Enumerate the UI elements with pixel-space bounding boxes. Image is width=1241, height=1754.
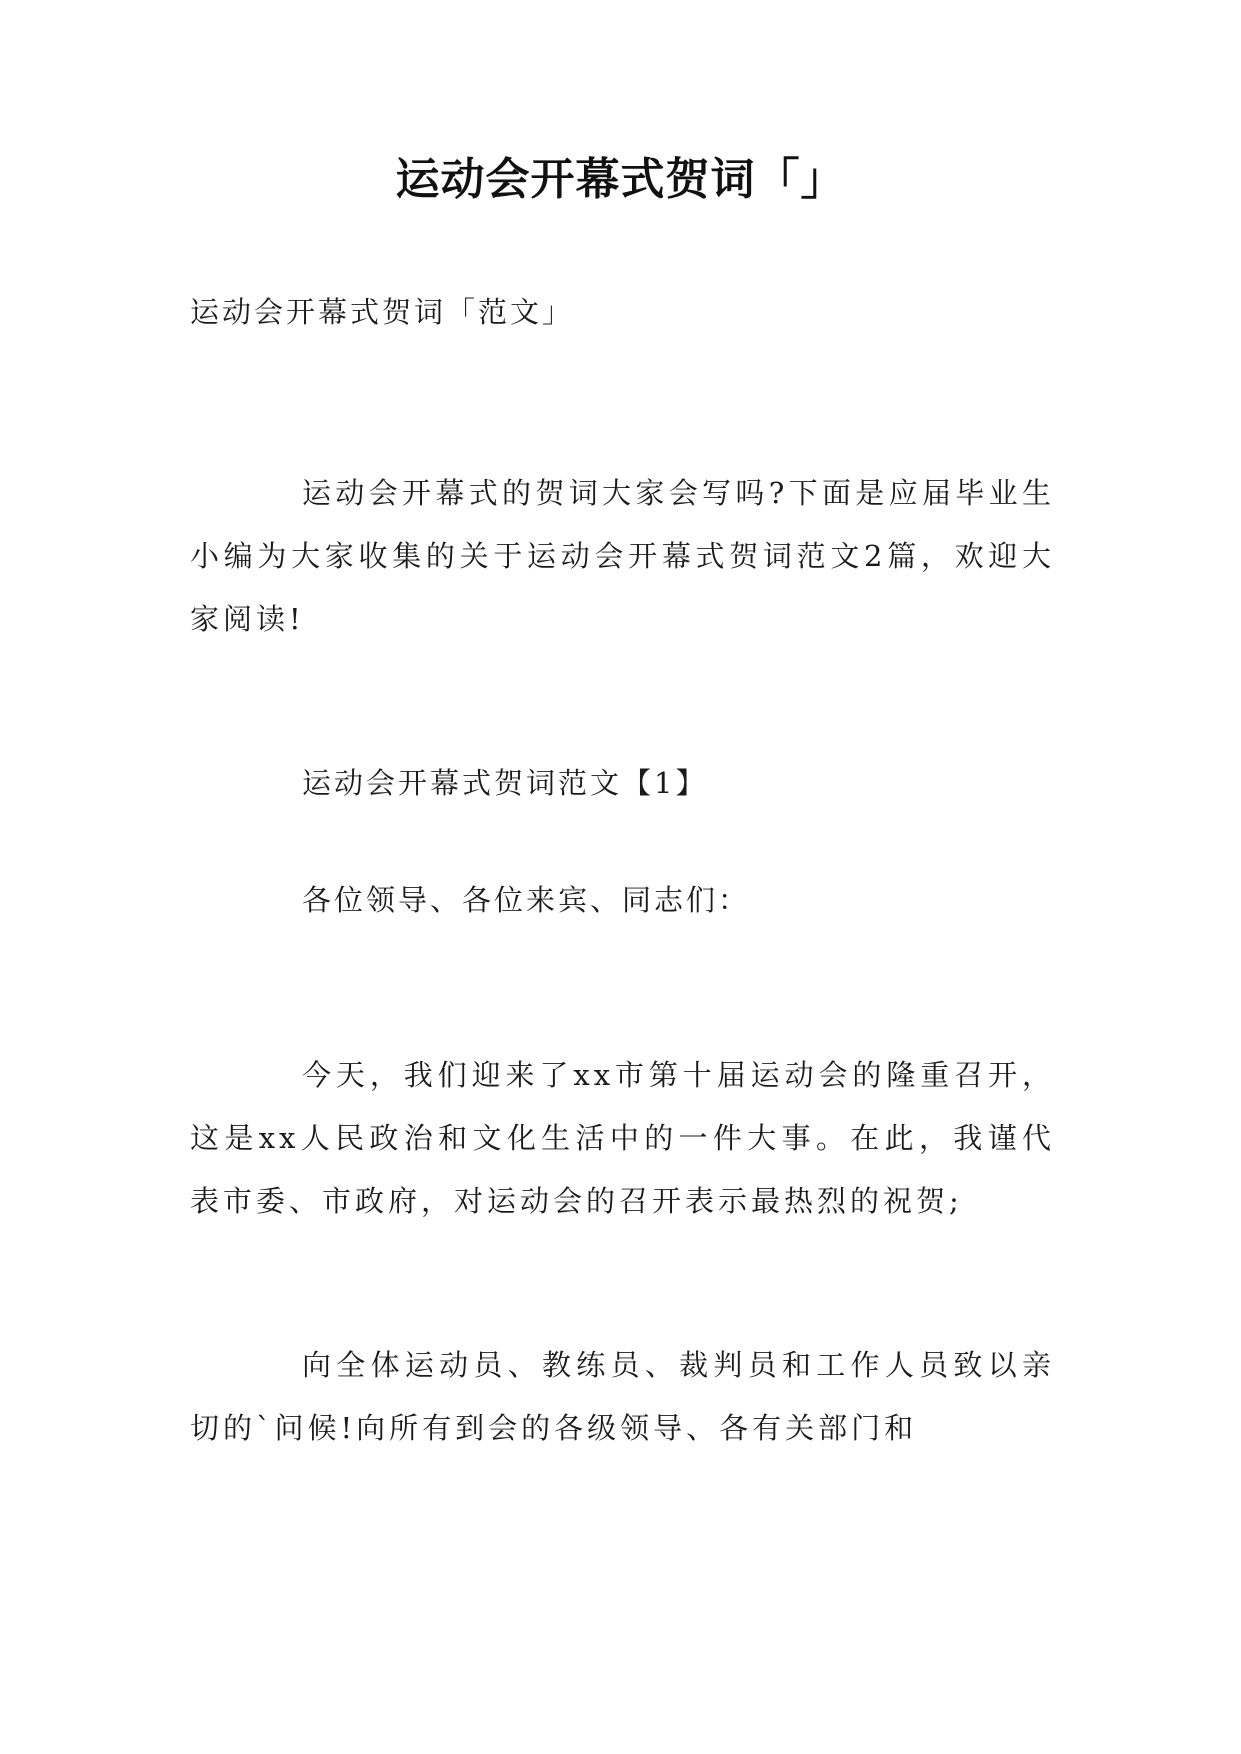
body-paragraph-today: 今天，我们迎来了xx市第十届运动会的隆重召开，这是xx人民政治和文化生活中的一件大事。在此，我谨代表市委、市政府，对运动会的召开表示最热烈的祝贺;	[190, 1058, 1055, 1218]
section-heading: 运动会开幕式贺词范文【1】	[302, 766, 708, 800]
document-subtitle: 运动会开幕式贺词「范文」	[190, 295, 575, 329]
intro-paragraph: 运动会开幕式的贺词大家会写吗?下面是应届毕业生小编为大家收集的关于运动会开幕式贺词范文2篇，欢迎大家阅读!	[190, 476, 1055, 636]
body-paragraph-to-all: 向全体运动员、教练员、裁判员和工作人员致以亲切的`问候!向所有到会的各级领导、各有关部门和	[190, 1348, 1055, 1445]
document-title: 运动会开幕式贺词「」	[395, 154, 846, 205]
greeting-line: 各位领导、各位来宾、同志们：	[302, 883, 751, 917]
